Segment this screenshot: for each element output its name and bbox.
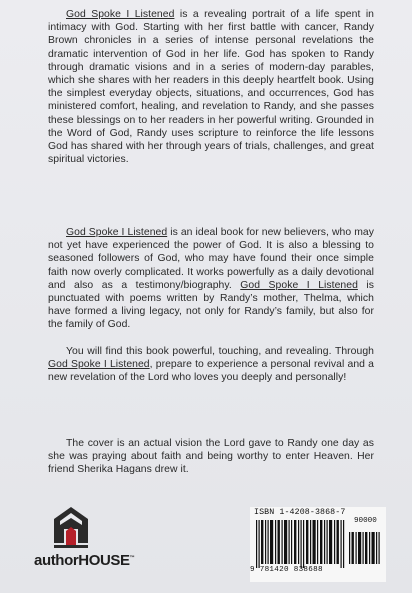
paragraph-text: , prepare to experience a personal revival and a new revelation of the Lord who loves you deeply and personally! <box>48 359 374 384</box>
isbn-barcode <box>250 507 386 582</box>
paragraph-text: is an ideal book for new believers, who may not yet have experienced the power of God. It is also a blessing to seasoned followers of God, who may have found their once simple faith now overly complicated. It works powerfully as a daily devotional and also as a testimony/biography. <box>48 227 375 291</box>
book-title-link: God Spoke I Listened <box>48 359 150 371</box>
book-house-logo-icon <box>51 505 91 549</box>
description-paragraph-1 <box>48 8 374 166</box>
description-paragraph-4 <box>48 437 374 477</box>
barcode-digits: 9 781420 838688 <box>250 566 323 574</box>
book-title-link: God Spoke I Listened <box>66 9 175 20</box>
description-paragraph-3 <box>48 345 374 385</box>
description-paragraph-2 <box>48 226 374 332</box>
barcode-bars <box>254 520 382 568</box>
paragraph-text: You will find this book powerful, touching, and revealing. Through <box>66 346 374 357</box>
book-title-link: God Spoke I Listened <box>240 279 358 291</box>
paragraph-text: is punctuated with poems written by Randy’s mother, Thelma, which have formed a living legacy, not only for Randy’s family, but also for the family of God. <box>48 279 375 331</box>
isbn-label: ISBN 1-4208-3868-7 <box>254 508 346 517</box>
book-title-link: God Spoke I Listened <box>66 227 168 238</box>
publisher-logo <box>34 505 135 575</box>
paragraph-text: is a revealing portrait of a life spent in intimacy with God. Starting with her first battle with cancer, Randy Brown chronicles in a series of intense personal revelations the dramatic intervention of God in her life. God has spoken to Randy through dramatic visions and in a series of modern-day parables, which she shares with her readers in this deeply heartfelt book. Using the simplest everyday objects, situations, and occurrences, God has ministered comfort, healing, and revelation to Randy, and she passes these blessings on to her readers in her powerful writing. Grounded in the Word of God, Randy uses scripture to reinforce the life lessons God has shared with her through years of trials, challenges, and great spiritual victories. <box>48 9 375 166</box>
paragraph-text: The cover is an actual vision the Lord gave to Randy one day as she was praying about faith and being worthy to enter Heaven. Her friend Sherika Hagans drew it. <box>48 438 374 476</box>
price-code: 90000 <box>354 517 377 525</box>
publisher-name: authorHOUSE™ <box>34 552 135 569</box>
